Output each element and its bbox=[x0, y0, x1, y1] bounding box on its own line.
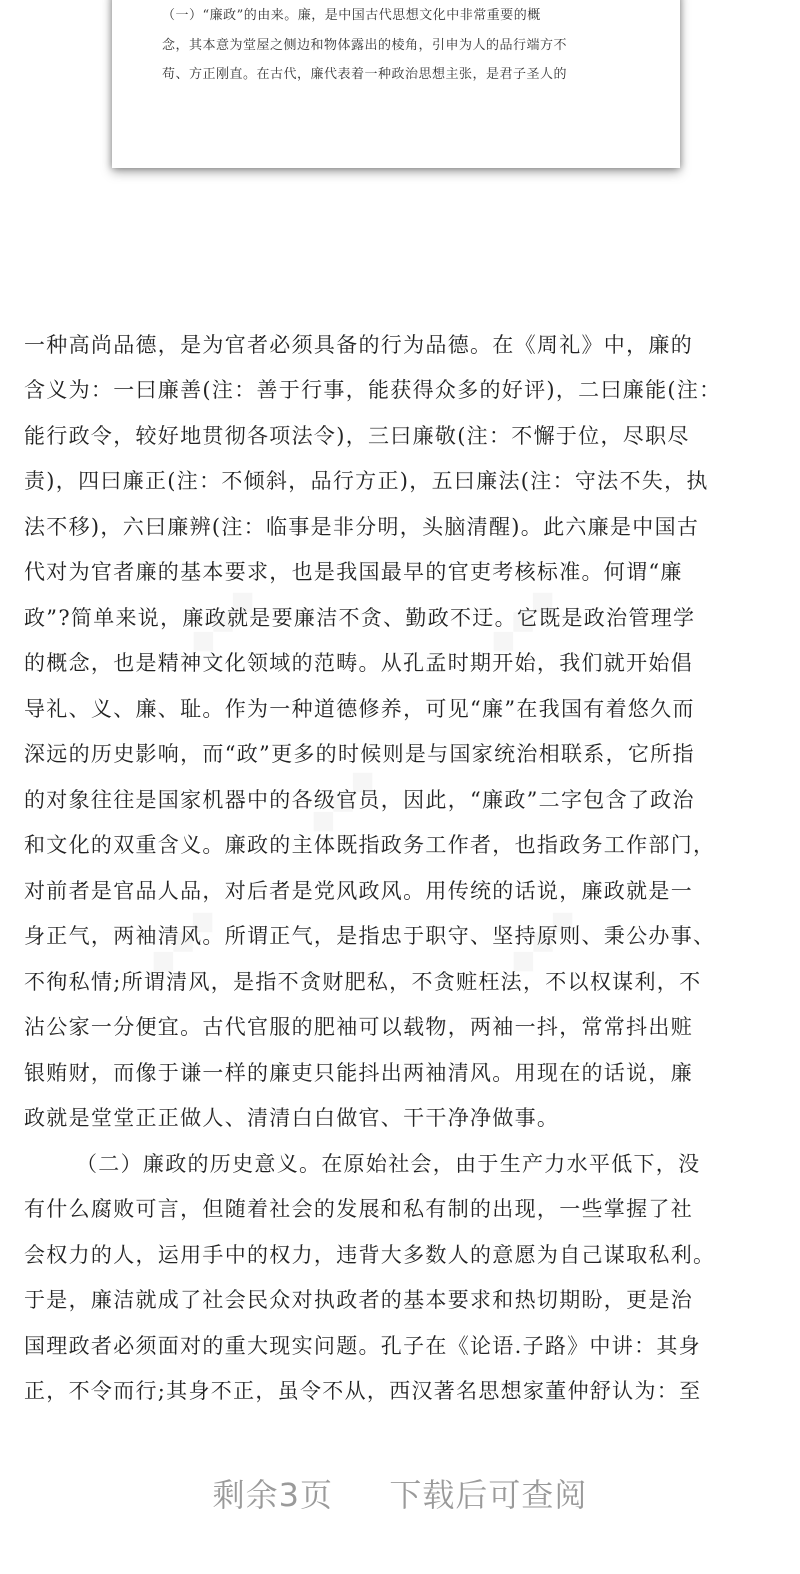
body-line: 对前者是官品人品，对后者是党风政风。用传统的话说，廉政就是一 bbox=[24, 879, 693, 903]
body-line: 责)，四曰廉正(注：不倾斜，品行方正)，五曰廉法(注：守法不失，执 bbox=[24, 469, 709, 493]
preview-line: （一）“廉政”的由来。廉，是中国古代思想文化中非常重要的概 bbox=[162, 8, 541, 23]
body-line: 不徇私情;所谓清风，是指不贪财肥私，不贪赃枉法，不以权谋利，不 bbox=[24, 970, 702, 994]
download-hint-label: 下载后可查阅 bbox=[389, 1476, 588, 1514]
body-line: 深远的历史影响，而“政”更多的时候则是与国家统治相联系，它所指 bbox=[24, 742, 695, 766]
body-line: 的对象往往是国家机器中的各级官员，因此，“廉政”二字包含了政治 bbox=[24, 788, 695, 812]
body-line: 和文化的双重含义。廉政的主体既指政务工作者，也指政务工作部门， bbox=[24, 833, 716, 857]
body-line: 导礼、义、廉、耻。作为一种道德修养，可见“廉”在我国有着悠久而 bbox=[24, 697, 695, 721]
paragraph-start-line: （二）廉政的历史意义。在原始社会，由于生产力水平低下，没 bbox=[76, 1152, 701, 1176]
body-line: 含义为：一曰廉善(注：善于行事，能获得众多的好评)，二曰廉能(注： bbox=[24, 378, 722, 402]
body-line: 正，不令而行;其身不正，虽令不从，西汉著名思想家董仲舒认为：至 bbox=[24, 1379, 702, 1403]
body-line: 会权力的人，运用手中的权力，违背大多数人的意愿为自己谋取私利。 bbox=[24, 1243, 716, 1267]
body-line: 的概念，也是精神文化领域的范畴。从孔孟时期开始，我们就开始倡 bbox=[24, 651, 693, 675]
body-line: 政就是堂堂正正做人、清清白白做官、干干净净做事。 bbox=[24, 1106, 560, 1130]
body-line: 一种高尚品德，是为官者必须具备的行为品德。在《周礼》中，廉的 bbox=[24, 333, 693, 357]
preview-line: 苟、方正刚直。在古代，廉代表着一种政治思想主张，是君子圣人的 bbox=[162, 67, 568, 82]
download-prompt[interactable] bbox=[0, 1470, 800, 1516]
body-line: 政”?简单来说，廉政就是要廉洁不贪、勤政不迂。它既是政治管理学 bbox=[24, 606, 696, 630]
preview-page-card bbox=[112, 0, 680, 168]
body-line: 有什么腐败可言，但随着社会的发展和私有制的出现，一些掌握了社 bbox=[24, 1197, 693, 1221]
body-line: 身正气，两袖清风。所谓正气，是指忠于职守、坚持原则、秉公办事、 bbox=[24, 924, 716, 948]
body-line: 法不移)，六曰廉辨(注：临事是非分明，头脑清醒)。此六廉是中国古 bbox=[24, 515, 700, 539]
body-line: 国理政者必须面对的重大现实问题。孔子在《论语.子路》中讲：其身 bbox=[24, 1334, 701, 1358]
body-line: 于是，廉洁就成了社会民众对执政者的基本要求和热切期盼，更是治 bbox=[24, 1288, 693, 1312]
body-line: 代对为官者廉的基本要求，也是我国最早的官吏考核标准。何谓“廉 bbox=[24, 560, 683, 584]
body-line: 银贿财，而像于谦一样的廉吏只能抖出两袖清风。用现在的话说，廉 bbox=[24, 1061, 693, 1085]
body-line: 沾公家一分便宜。古代官服的肥袖可以载物，两袖一抖，常常抖出赃 bbox=[24, 1015, 693, 1039]
body-line: 能行政令，较好地贯彻各项法令)，三曰廉敬(注：不懈于位，尽职尽 bbox=[24, 424, 690, 448]
preview-line: 念，其本意为堂屋之侧边和物体露出的棱角，引申为人的品行端方不 bbox=[162, 38, 568, 53]
remaining-pages-label: 剩余3页 bbox=[212, 1476, 333, 1514]
